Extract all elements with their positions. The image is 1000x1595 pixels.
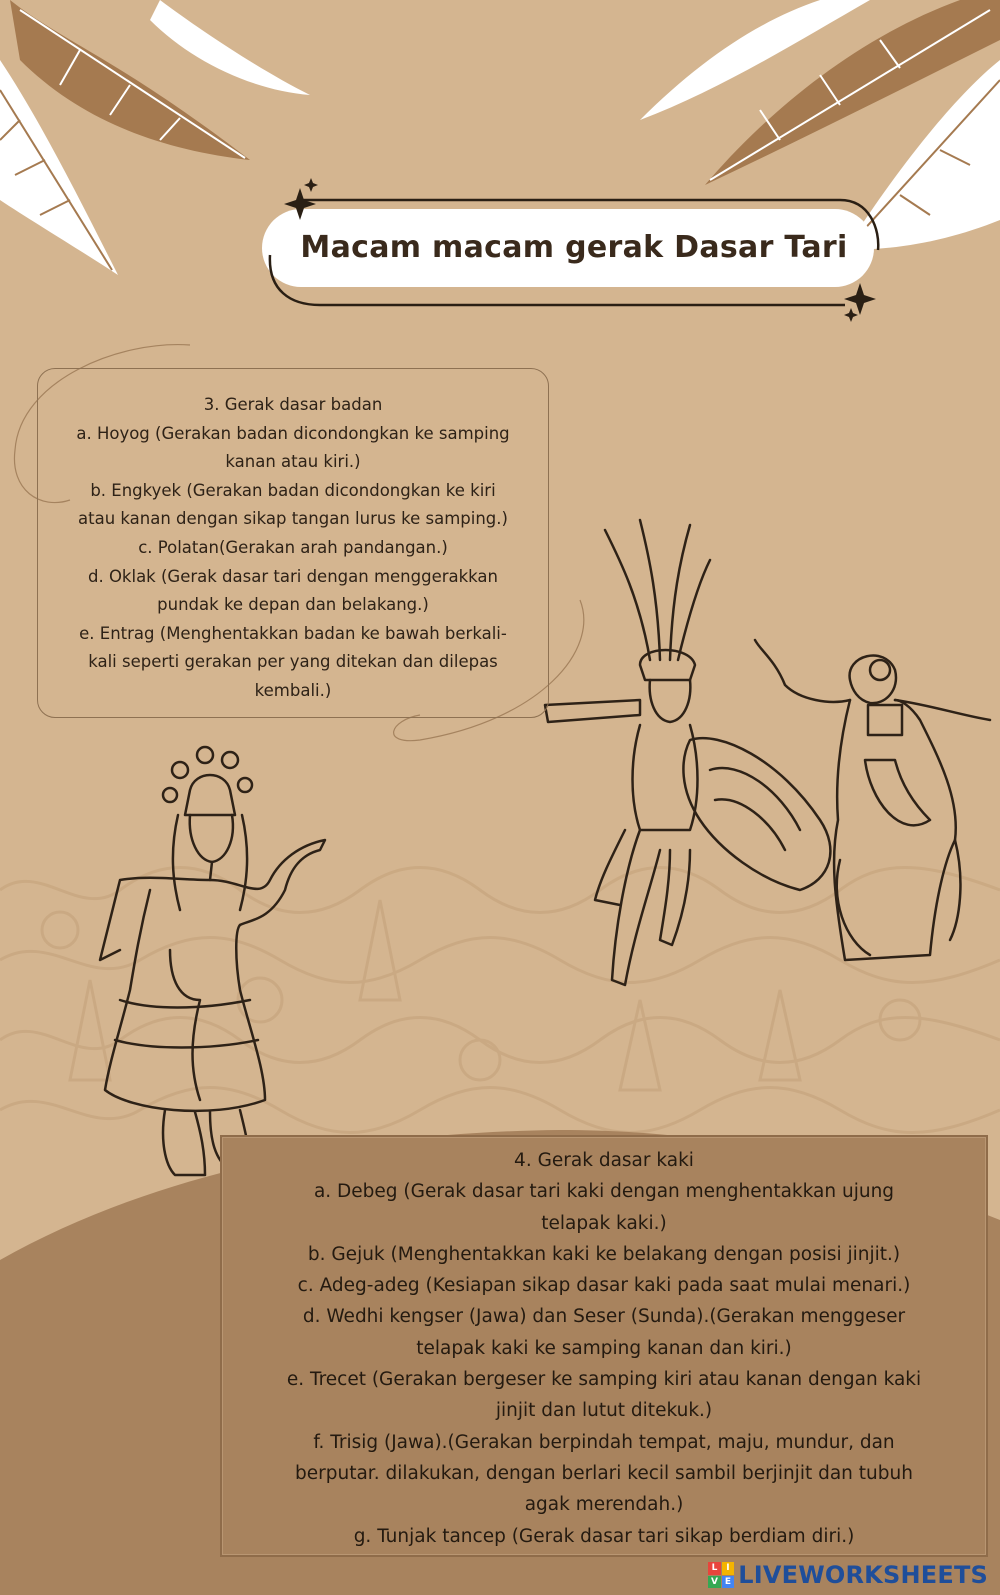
text-line: f. Trisig (Jawa).(Gerakan berpindah tempat, maju, mundur, dan — [313, 1431, 895, 1453]
page-title: Macam macam gerak Dasar Tari — [300, 230, 848, 265]
text-line: a. Debeg (Gerak dasar tari kaki dengan menghentakkan ujung — [313, 1181, 895, 1203]
title-banner — [268, 200, 880, 295]
text-line: e. Trecet (Gerakan bergeser ke samping kiri atau kanan dengan kaki — [286, 1369, 922, 1391]
text-line: pundak ke depan dan belakang.) — [157, 595, 429, 615]
ornament-pattern — [0, 868, 1000, 1133]
section-feet-box — [220, 1135, 988, 1557]
liveworksheets-watermark[interactable] — [708, 1561, 988, 1589]
text-line: atau kanan dengan sikap tangan lurus ke samping.) — [78, 509, 508, 529]
text-line: d. Oklak (Gerak dasar tari dengan menggerakkan — [87, 566, 499, 586]
logo-letter: L — [708, 1562, 721, 1575]
logo-letter: V — [708, 1576, 721, 1589]
dancer-left-icon — [100, 747, 325, 1175]
leaf-icon — [0, 0, 310, 275]
text-line: d. Wedhi kengser (Jawa) dan Seser (Sunda).(Gerakan menggeser — [302, 1306, 906, 1328]
section-heading: 4. Gerak dasar kaki — [514, 1150, 694, 1171]
text-line: e. Entrag (Menghentakkan badan ke bawah berkali- — [79, 623, 507, 643]
text-line: telapak kaki ke samping kanan dan kiri.) — [416, 1337, 792, 1359]
text-line: jinjit dan lutut ditekuk.) — [495, 1400, 713, 1422]
text-line: kanan atau kiri.) — [225, 452, 361, 472]
text-line: agak merendah.) — [524, 1494, 684, 1516]
text-line: g. Tunjak tancep (Gerak dasar tari sikap berdiam diri.) — [353, 1525, 855, 1547]
text-line: kembali.) — [254, 680, 332, 700]
section-heading: 3. Gerak dasar badan — [203, 395, 383, 414]
section-body-box — [37, 368, 549, 718]
warrior-dancer-icon — [545, 520, 830, 985]
text-line: kali seperti gerakan per yang ditekan dan dilepas — [88, 652, 498, 672]
text-line: b. Engkyek (Gerakan badan dicondongkan ke kiri — [90, 480, 496, 500]
text-line: c. Adeg-adeg (Kesiapan sikap dasar kaki pada saat mulai menari.) — [297, 1275, 911, 1297]
text-line: telapak kaki.) — [541, 1212, 667, 1234]
logo-letter: I — [722, 1562, 735, 1575]
logo-letter: E — [722, 1576, 735, 1589]
text-line: a. Hoyog (Gerakan badan dicondongkan ke samping — [76, 423, 510, 443]
watermark-text: LIVEWORKSHEETS — [738, 1561, 988, 1589]
text-line: c. Polatan(Gerakan arah pandangan.) — [138, 537, 448, 557]
text-line: berputar. dilakukan, dengan berlari kecil sambil berjinjit dan tubuh — [295, 1462, 913, 1484]
liveworksheets-logo-icon — [708, 1562, 734, 1588]
text-line: b. Gejuk (Menghentakkan kaki ke belakang dengan posisi jinjit.) — [307, 1243, 901, 1265]
